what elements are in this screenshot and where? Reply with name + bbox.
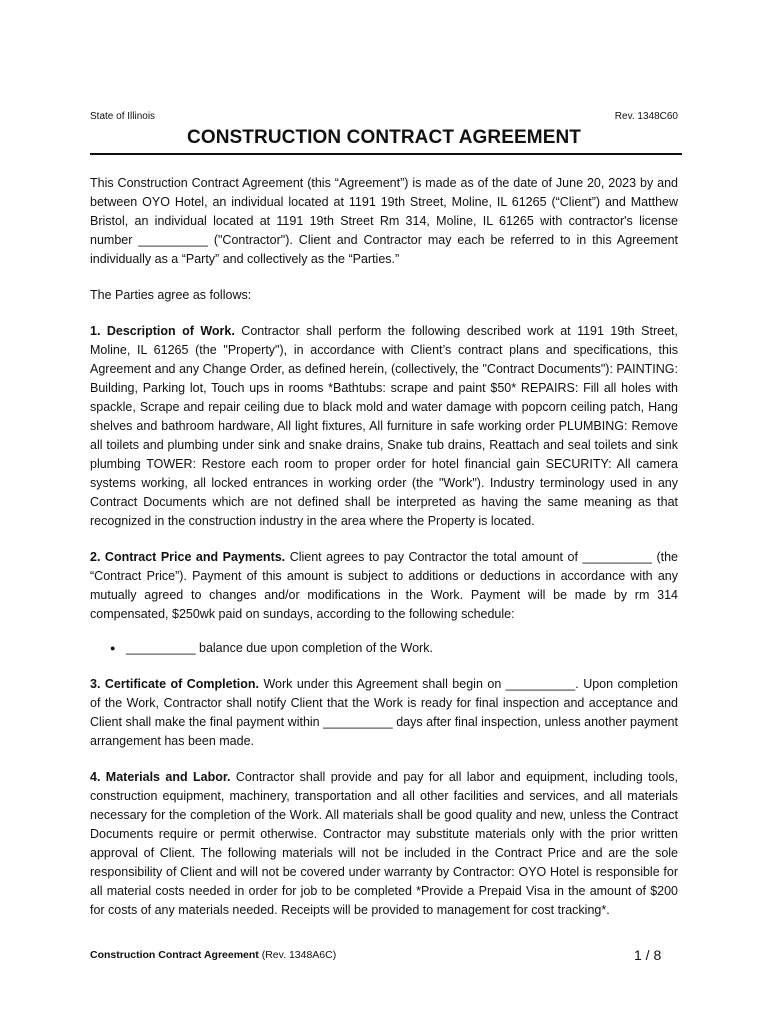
section-description-of-work	[90, 322, 678, 531]
section-heading: 3. Certificate of Completion.	[90, 677, 259, 691]
header-row	[90, 111, 678, 125]
page-number: 1 / 8	[634, 947, 662, 963]
title-divider	[90, 153, 682, 155]
section-certificate-of-completion	[90, 675, 678, 751]
document-body	[90, 174, 678, 937]
section-heading: 4. Materials and Labor.	[90, 770, 231, 784]
section-text: Work under this Agreement shall begin on __________. Upon completion of the Work, Contractor shall notify Client that the Work is ready for final inspection and acceptance and Client shall make the final payment within __________ days after final inspection, unless another payment arrangement has been made.	[90, 677, 678, 748]
list-item: ● __________ balance due upon completion of the Work.	[110, 639, 678, 658]
footer-doc-info	[90, 949, 336, 961]
section-text: Contractor shall perform the following described work at 1191 19th Street, Moline, IL 61265 (the "Property"), in accordance with Client’s contract plans and specifications, this Agreement and any Change Order, as defined herein, (collectively, the "Contract Documents"): PAINTING: Building, Parking lot, Touch ups in rooms *Bathtubs: scrape and paint $50* REPAIRS: Fill all holes with spackle, Scrape and repair ceiling due to black mold and water damage with popcorn ceiling patch, Hang shelves and bathroom hardware, All light fixtures, All furniture in safe working order PLUMBING: Remove all toilets and plumbing under sink and snake drains, Snake tub drains, Reattach and seal toilets and sink plumbing TOWER: Restore each room to proper order for hotel financial gain SECURITY: All camera systems working, all locked entrances in working order (the "Work"). Industry terminology used in any Contract Documents which are not defined shall be interpreted as having the same meaning as that recognized in the construction industry in the area where the Property is located.	[90, 324, 678, 528]
section-text: Contractor shall provide and pay for all labor and equipment, including tools, construction equipment, machinery, transportation and all other facilities and services, and all materials necessary for the completion of the Work. All materials shall be good quality and new, unless the Contract Documents require or permit otherwise. Contractor may substitute materials only with the prior written approval of Client. The following materials will not be included in the Contract Price and are the sole responsibility of Client and will not be covered under warranty by Contractor: OYO Hotel is responsible for all material costs needed in order for job to be completed *Provide a Prepaid Visa in the amount of $200 for costs of any materials needed. Receipts will be provided to management for cost tracking*.	[90, 770, 678, 917]
agree-paragraph: The Parties agree as follows:	[90, 288, 252, 302]
section-text: Client agrees to pay Contractor the total amount of __________ (the “Contract Price”). Payment of this amount is subject to additions or deductions in accordance with any mutually agreed to changes and/or modifications in the Work. Payment will be made by rm 314 compensated, $250wk paid on sundays, according to the following schedule:	[90, 550, 679, 621]
footer-doc-name: Construction Contract Agreement	[90, 949, 259, 961]
state-label: State of Illinois	[90, 111, 156, 122]
section-materials-and-labor	[90, 768, 678, 920]
intro-paragraph: This Construction Contract Agreement (this “Agreement”) is made as of the date of June 20, 2023 by and between OYO Hotel, an individual located at 1191 19th Street, Moline, IL 61265 (“Client”) and Matthew Bristol, an individual located at 1191 19th Street Rm 314, Moline, IL 61265 with contractor's license number __________ ("Contractor"). Client and Contractor may each be referred to in this Agreement individually as a “Party” and collectively as the “Parties.”	[90, 176, 678, 266]
payment-schedule-list	[90, 639, 678, 658]
footer-revision: (Rev. 1348A6C)	[261, 949, 337, 961]
section-contract-price	[90, 548, 678, 624]
section-heading: 1. Description of Work.	[90, 324, 235, 338]
page-title: CONSTRUCTION CONTRACT AGREEMENT	[187, 127, 581, 148]
section-heading: 2. Contract Price and Payments.	[90, 550, 286, 564]
revision-label: Rev. 1348C60	[614, 111, 678, 122]
